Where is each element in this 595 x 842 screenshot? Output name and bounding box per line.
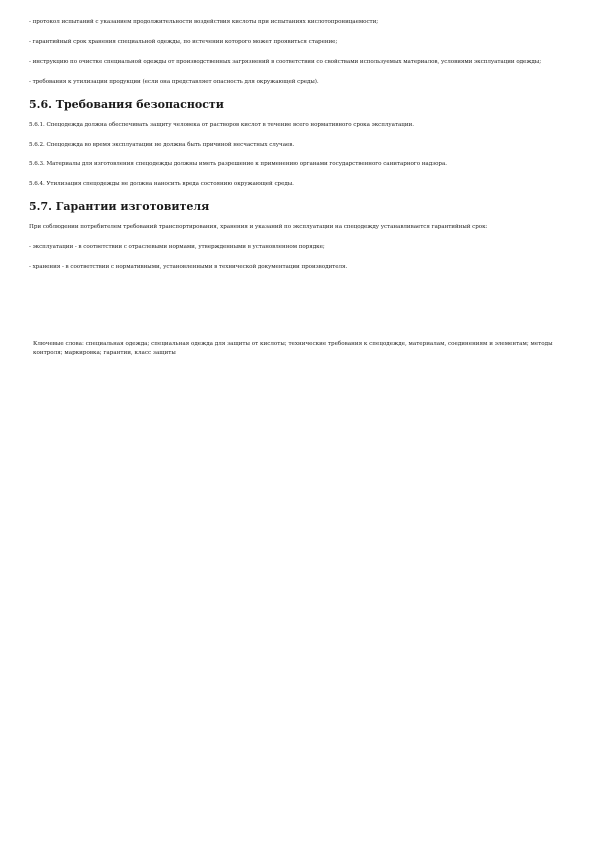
list-item: - эксплуатации - в соответствии с отраслевыми нормами, утвержденными в установленном порядке;	[29, 244, 325, 251]
section-intro: При соблюдении потребителем требований транспортирования, хранения и указаний по эксплуатации на спецодежду устанавливается гарантийный срок:	[29, 224, 488, 231]
list-item: - хранения - в соответствии с нормативными, установленными в технической документации производителя.	[29, 264, 348, 271]
list-item: - протокол испытаний с указанием продолжительности воздействия кислоты при испытаниях кислотопроницаемости;	[29, 19, 379, 25]
keywords-paragraph: Ключевые слова: специальная одежда; специальная одежда для защиты от кислоты; технические требования к спецодежде, материалам, соединениям и элементам; методы контроля; маркировка; гарантии, класс защиты	[33, 341, 553, 356]
section-heading-safety: 5.6. Требования безопасности	[29, 97, 224, 111]
document-body	[29, 18, 559, 283]
clause-item: 5.6.3. Материалы для изготовления спецодежды должны иметь разрешение к применению органами государственного санитарного надзора.	[29, 161, 447, 168]
list-item: - гарантийный срок хранения специальной одежды, по истечении которого может проявиться старение;	[29, 38, 338, 45]
list-item: - инструкцию по очистке специальной одежды от производственных загрязнений в соответствии со свойствами используемых материалов, условиями эксплуатации одежды;	[29, 58, 542, 65]
clause-item: 5.6.1. Спецодежда должна обеспечивать защиту человека от растворов кислот в течение всего нормативного срока эксплуатации.	[29, 121, 414, 128]
list-item: - требования к утилизации продукции (если она представляет опасность для окружающей среды).	[29, 78, 319, 85]
section-heading-warranty: 5.7. Гарантии изготовителя	[29, 200, 210, 214]
clause-item: 5.6.4. Утилизация спецодежды не должна наносить вреда состоянию окружающей среды.	[29, 181, 294, 188]
clause-item: 5.6.2. Спецодежда во время эксплуатации не должна быть причиной несчастных случаев.	[29, 141, 295, 148]
